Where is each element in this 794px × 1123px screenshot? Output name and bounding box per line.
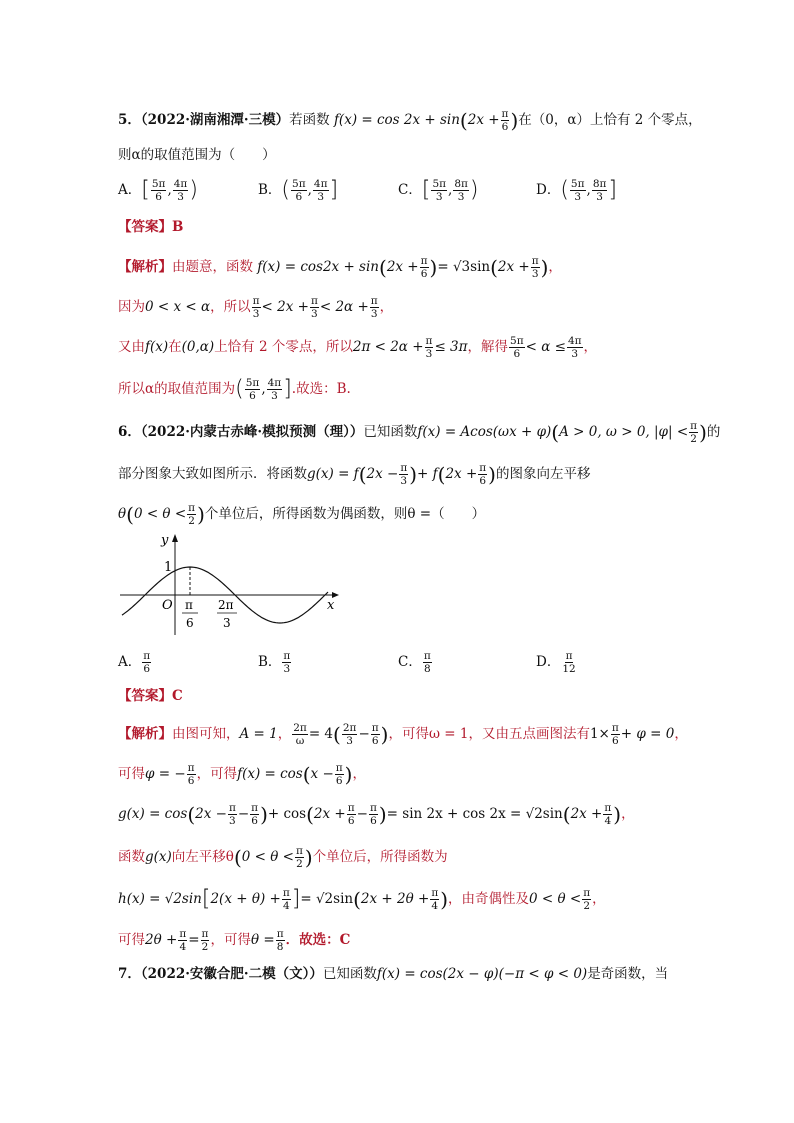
- q6-analysis-line2: 可得φ = − $\frac{\pi}{6}$ ，可得f(x) = cos(x − $\frac{\pi}{6}$ )，: [118, 762, 366, 787]
- q5-stem-line2: 则α的取值范围为（ ）: [118, 147, 276, 163]
- q6-option-b[interactable]: B． $\frac{\pi}{3}$: [258, 650, 291, 675]
- tick-pi6-num: π: [185, 598, 193, 612]
- q5-option-b[interactable]: B．( $\frac{5\pi}{6}$ , $\frac{4\pi}{3}$ ]: [258, 177, 339, 203]
- origin-label: O: [162, 598, 173, 613]
- q5-stem-line1: 5．（2022·湖南湘潭·三模）若函数 f(x) = cos 2x + sin(2x + $\frac{\pi}{6}$ )在（0，α）上恰有 2 个零点，: [118, 108, 702, 133]
- q5-analysis-line2: 因为0 < x < α，所以 $\frac{\pi}{3}$ < 2x + $\frac{\pi}{3}$ < 2α + $\frac{\pi}{3}$ ，: [118, 295, 394, 320]
- q6-cosine-graph: [118, 533, 343, 638]
- q6-answer: 【答案】C: [118, 688, 183, 704]
- y-axis-arrow-icon: [172, 534, 178, 542]
- q6-option-d[interactable]: D． $\frac{\pi}{12}$: [536, 650, 576, 675]
- tick-2pi3-den: 3: [223, 616, 231, 630]
- q5-analysis-line4: 所以α的取值范围为( $\frac{5\pi}{6}$ , $\frac{4\pi}{3}$ ].故选：B.: [118, 376, 351, 402]
- q6-stem-line1: 6．（2022·内蒙古赤峰·模拟预测（理））已知函数f(x) = Acos(ωx + φ)(A > 0, ω > 0, |φ| < $\frac{\pi}{2}$ )的: [118, 420, 721, 445]
- q5-option-d[interactable]: D．( $\frac{5\pi}{3}$ , $\frac{8\pi}{3}$ ]: [536, 177, 617, 203]
- q6-analysis-line1: 【解析】由图可知，A = 1， $\frac{2\pi}{\omega}$ = 4( $\frac{2\pi}{3}$ − $\frac{\pi}{6}$ )，可得ω = 1，又由五点画图法有1× $\frac{\pi}{6}$ + φ = 0，: [118, 722, 688, 747]
- q6-analysis-line5: h(x) = √2sin[2(x + θ) + $\frac{\pi}{4}$ ]= √2sin(2x + 2θ + $\frac{\pi}{4}$ )，由奇偶性及0 < θ < $\frac{\pi}{2}$ ，: [118, 886, 606, 912]
- q5-function: f(x) = cos 2x + sin: [333, 112, 460, 128]
- x-axis-label: x: [327, 598, 335, 613]
- y-axis-label: y: [161, 533, 169, 548]
- tick-2pi3-num: 2π: [218, 598, 234, 612]
- tick-pi6-den: 6: [186, 616, 194, 630]
- q6-stem-line3: θ(0 < θ < $\frac{\pi}{2}$ )个单位后，所得函数为偶函数，则θ =（ ）: [118, 502, 486, 527]
- q5-option-a[interactable]: A．[ $\frac{5\pi}{6}$ , $\frac{4\pi}{3}$ ): [118, 177, 198, 203]
- y-one-label: 1: [164, 560, 173, 575]
- q6-analysis-line6: 可得2θ + $\frac{\pi}{4}$ = $\frac{\pi}{2}$ ，可得θ = $\frac{\pi}{8}$ ．故选：C: [118, 928, 351, 953]
- q7-stem-line1: 7．（2022·安徽合肥·二模（文））已知函数f(x) = cos(2x − φ)(−π < φ < 0)是奇函数，当: [118, 966, 669, 982]
- q5-option-c[interactable]: C．[ $\frac{5\pi}{3}$ , $\frac{8\pi}{3}$ ): [398, 177, 479, 203]
- q6-stem-line2: 部分图象大致如图所示．将函数g(x) = f(2x − $\frac{\pi}{3}$ )+ f(2x + $\frac{\pi}{6}$ )的图象向左平移: [118, 462, 591, 487]
- q6-option-c[interactable]: C． $\frac{\pi}{8}$: [398, 650, 431, 675]
- q6-option-a[interactable]: A． $\frac{\pi}{6}$: [118, 650, 151, 675]
- q5-analysis-line3: 又由f(x)在(0,α)上恰有 2 个零点，所以2π < 2α + $\frac{\pi}{3}$ ≤ 3π，解得 $\frac{5\pi}{6}$ < α ≤ $\frac{4\pi}{3}$ ，: [118, 335, 598, 360]
- q5-answer: 【答案】B: [118, 219, 184, 235]
- q5-analysis-line1: 【解析】由题意，函数 f(x) = cos2x + sin(2x + $\frac{\pi}{6}$ )= √3sin(2x + $\frac{\pi}{3}$ )，: [118, 255, 562, 280]
- q6-analysis-line3: g(x) = cos(2x − $\frac{\pi}{3}$ − $\frac{\pi}{6}$ )+ cos(2x + $\frac{\pi}{6}$ − $\frac{\pi}{6}$ )= sin 2x + cos 2x = √2sin(2x + $\frac{\pi}{4}$ )，: [118, 802, 635, 827]
- q6-analysis-line4: 函数g(x)向左平移θ(0 < θ < $\frac{\pi}{2}$ )个单位后，所得函数为: [118, 845, 448, 870]
